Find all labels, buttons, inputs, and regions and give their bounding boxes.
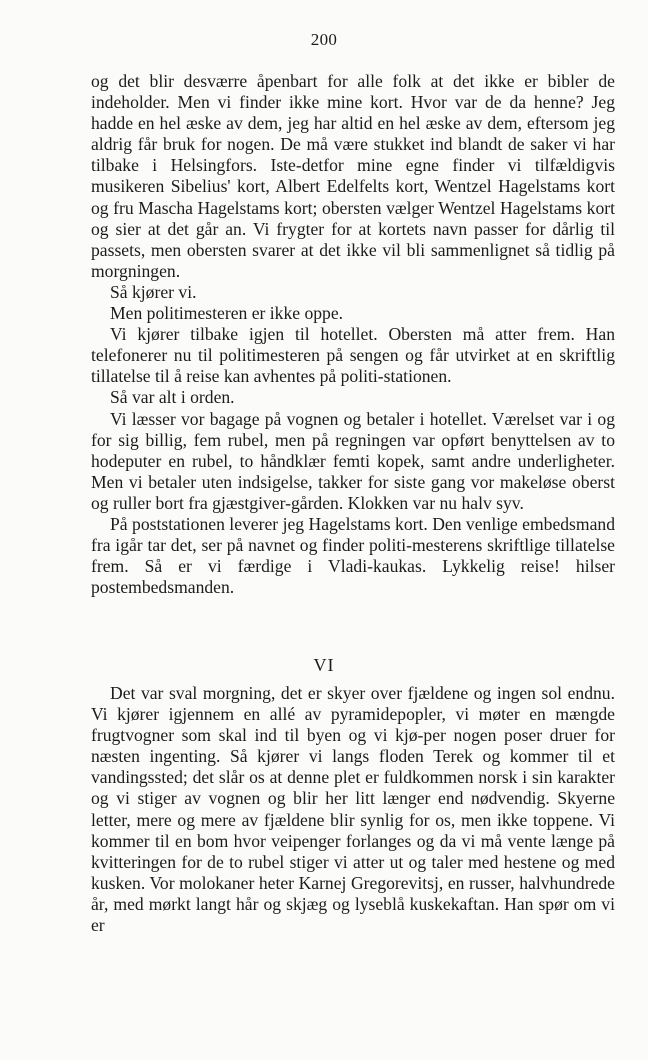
paragraph: Det var sval morgning, det er skyer over fjældene og ingen sol endnu. Vi kjører igjennem en allé av pyramidepopler, vi møter en mængde frugtvogner som skal ind til byen og vi kjø-per nogen poser druer for næsten ingenting. Så kjører vi langs floden Terek og kommer til et vandingssted; det slår os at denne plet er fuldkommen norsk i sin karakter og vi stiger av vognen og blir her litt længer end nødvendig. Skyerne letter, mere og mere av fjældene blir synlig for os, men ikke toppene. Vi kommer til en bom hvor veipenger forlanges og da vi må vente længe på kvitteringen for de to rubel stiger vi atter ut og taler med hestene og med kusken. Vor molokaner heter Karnej Gregorevitsj, en russer, halvhundrede år, med mørkt langt hår og skjæg og lyseblå kuskekaftan. Han spør om vi er: [91, 683, 615, 936]
paragraph: Så var alt i orden.: [110, 387, 235, 408]
body-text-part-1: [91, 71, 615, 598]
paragraph: Vi kjører tilbake igjen til hotellet. Obersten må atter frem. Han telefonerer nu til politimesteren på sengen og får utvirket at en skriftlig tillatelse til å reise kan avhentes på politi-stationen.: [91, 324, 615, 387]
paragraph: Vi læsser vor bagage på vognen og betaler i hotellet. Værelset var i og for sig billig, fem rubel, men på regningen var opført benyttelsen av to hodeputer en rubel, to håndklær femti kopek, samt andre underligheter. Men vi betaler uten indsigelse, takker for siste gang vor makeløse oberst og ruller bort fra gjæstgiver-gården. Klokken var nu halv syv.: [91, 408, 615, 513]
paragraph: Så kjører vi.: [110, 281, 197, 302]
paragraph: og det blir desværre åpenbart for alle folk at det ikke er bibler de indeholder. Men vi finder ikke mine kort. Hvor var de da henne? Jeg hadde en hel æske av dem, jeg har altid en hel æske av dem, eftersom jeg aldrig får bruk for nogen. De må være stukket ind blandt de saker vi har tilbake i Helsingfors. Iste-detfor mine egne finder vi tilfældigvis musikeren Sibelius' kort, Albert Edelfelts kort, Wentzel Hagelstams kort og fru Mascha Hagelstams kort; obersten vælger Wentzel Hagelstams kort og sier at det går an. Vi frygter for at kortets navn passer for dårlig til passets, men obersten svarer at det ikke vil bli sammenlignet så tidlig på morgningen.: [91, 71, 615, 281]
page-number: 200: [310, 30, 338, 49]
paragraph: Men politimesteren er ikke oppe.: [110, 303, 344, 324]
body-text-part-2: [91, 683, 615, 936]
section-heading: VI: [313, 655, 335, 675]
paragraph: På poststationen leverer jeg Hagelstams kort. Den venlige embedsmand fra igår tar det, ser på navnet og finder politi-mesterens skriftlige tillatelse frem. Så er vi færdige i Vladi-kaukas. Lykkelig reise! hilser postembedsmanden.: [91, 513, 615, 598]
